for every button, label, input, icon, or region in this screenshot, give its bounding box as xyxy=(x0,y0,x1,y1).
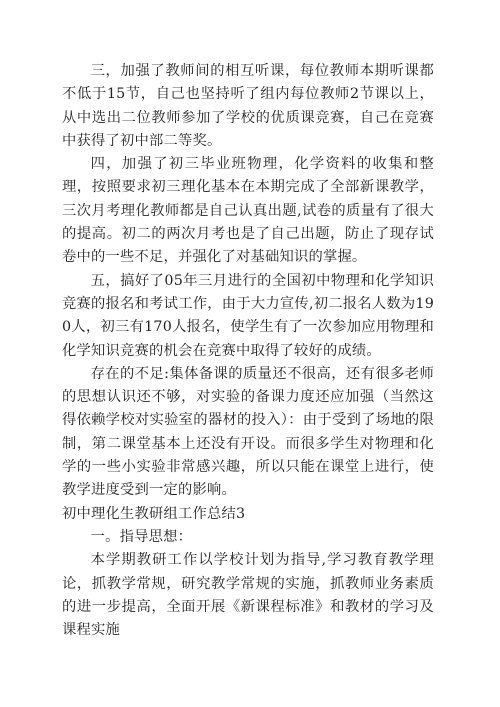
paragraph-shortcomings: 存在的不足:集体备课的质量还不很高，还有很多老师的思想认识还不够，对实验的备课力度还应加强（当然这得依赖学校对实验室的器材的投入）：由于受到了场地的限制，第二课堂基本上还没有开设。而很多学生对物理和化学的一些小实验非常感兴趣，所以只能在课堂上进行，使教学进度受到一定的影响。 xyxy=(62,365,434,499)
paragraph-four: 四，加强了初三毕业班物理，化学资料的收集和整理，按照要求初三理化基本在本期完成了全部新课教学，三次月考理化教师都是自己认真出题,试卷的质量有了很大的提高。初二的两次月考也是了自己出题，防止了现存试卷中的一些不足，并强化了对基础知识的掌握。 xyxy=(62,156,434,266)
document-body xyxy=(62,60,434,642)
subheading-guiding-ideology: 一。指导思想： xyxy=(90,528,193,545)
paragraph-three: 三，加强了教师间的相互听课，每位教师本期听课都不低于15节，自己也坚持听了组内每位教师2节课以上，从中选出二位教师参加了学校的优质课竞赛，自己在竞赛中获得了初中部二等奖。 xyxy=(62,63,434,149)
paragraph-guiding-ideology: 本学期教研工作以学校计划为指导,学习教育教学理论，抓教学常规，研究教学常规的实施，抓教师业务素质的进一步提高，全面开展《新课程标准》和教材的学习及课程实施 xyxy=(62,552,434,639)
section-title: 初中理化生教研组工作总结3 xyxy=(62,505,246,522)
paragraph-five: 五，搞好了05年三月进行的全国初中物理和化学知识竞赛的报名和考试工作，由于大力宣传,初二报名人数为190人，初三有170人报名，使学生有了一次参加应用物理和化学知识竞赛的机会在竞赛中取得了较好的成绩。 xyxy=(62,272,434,359)
